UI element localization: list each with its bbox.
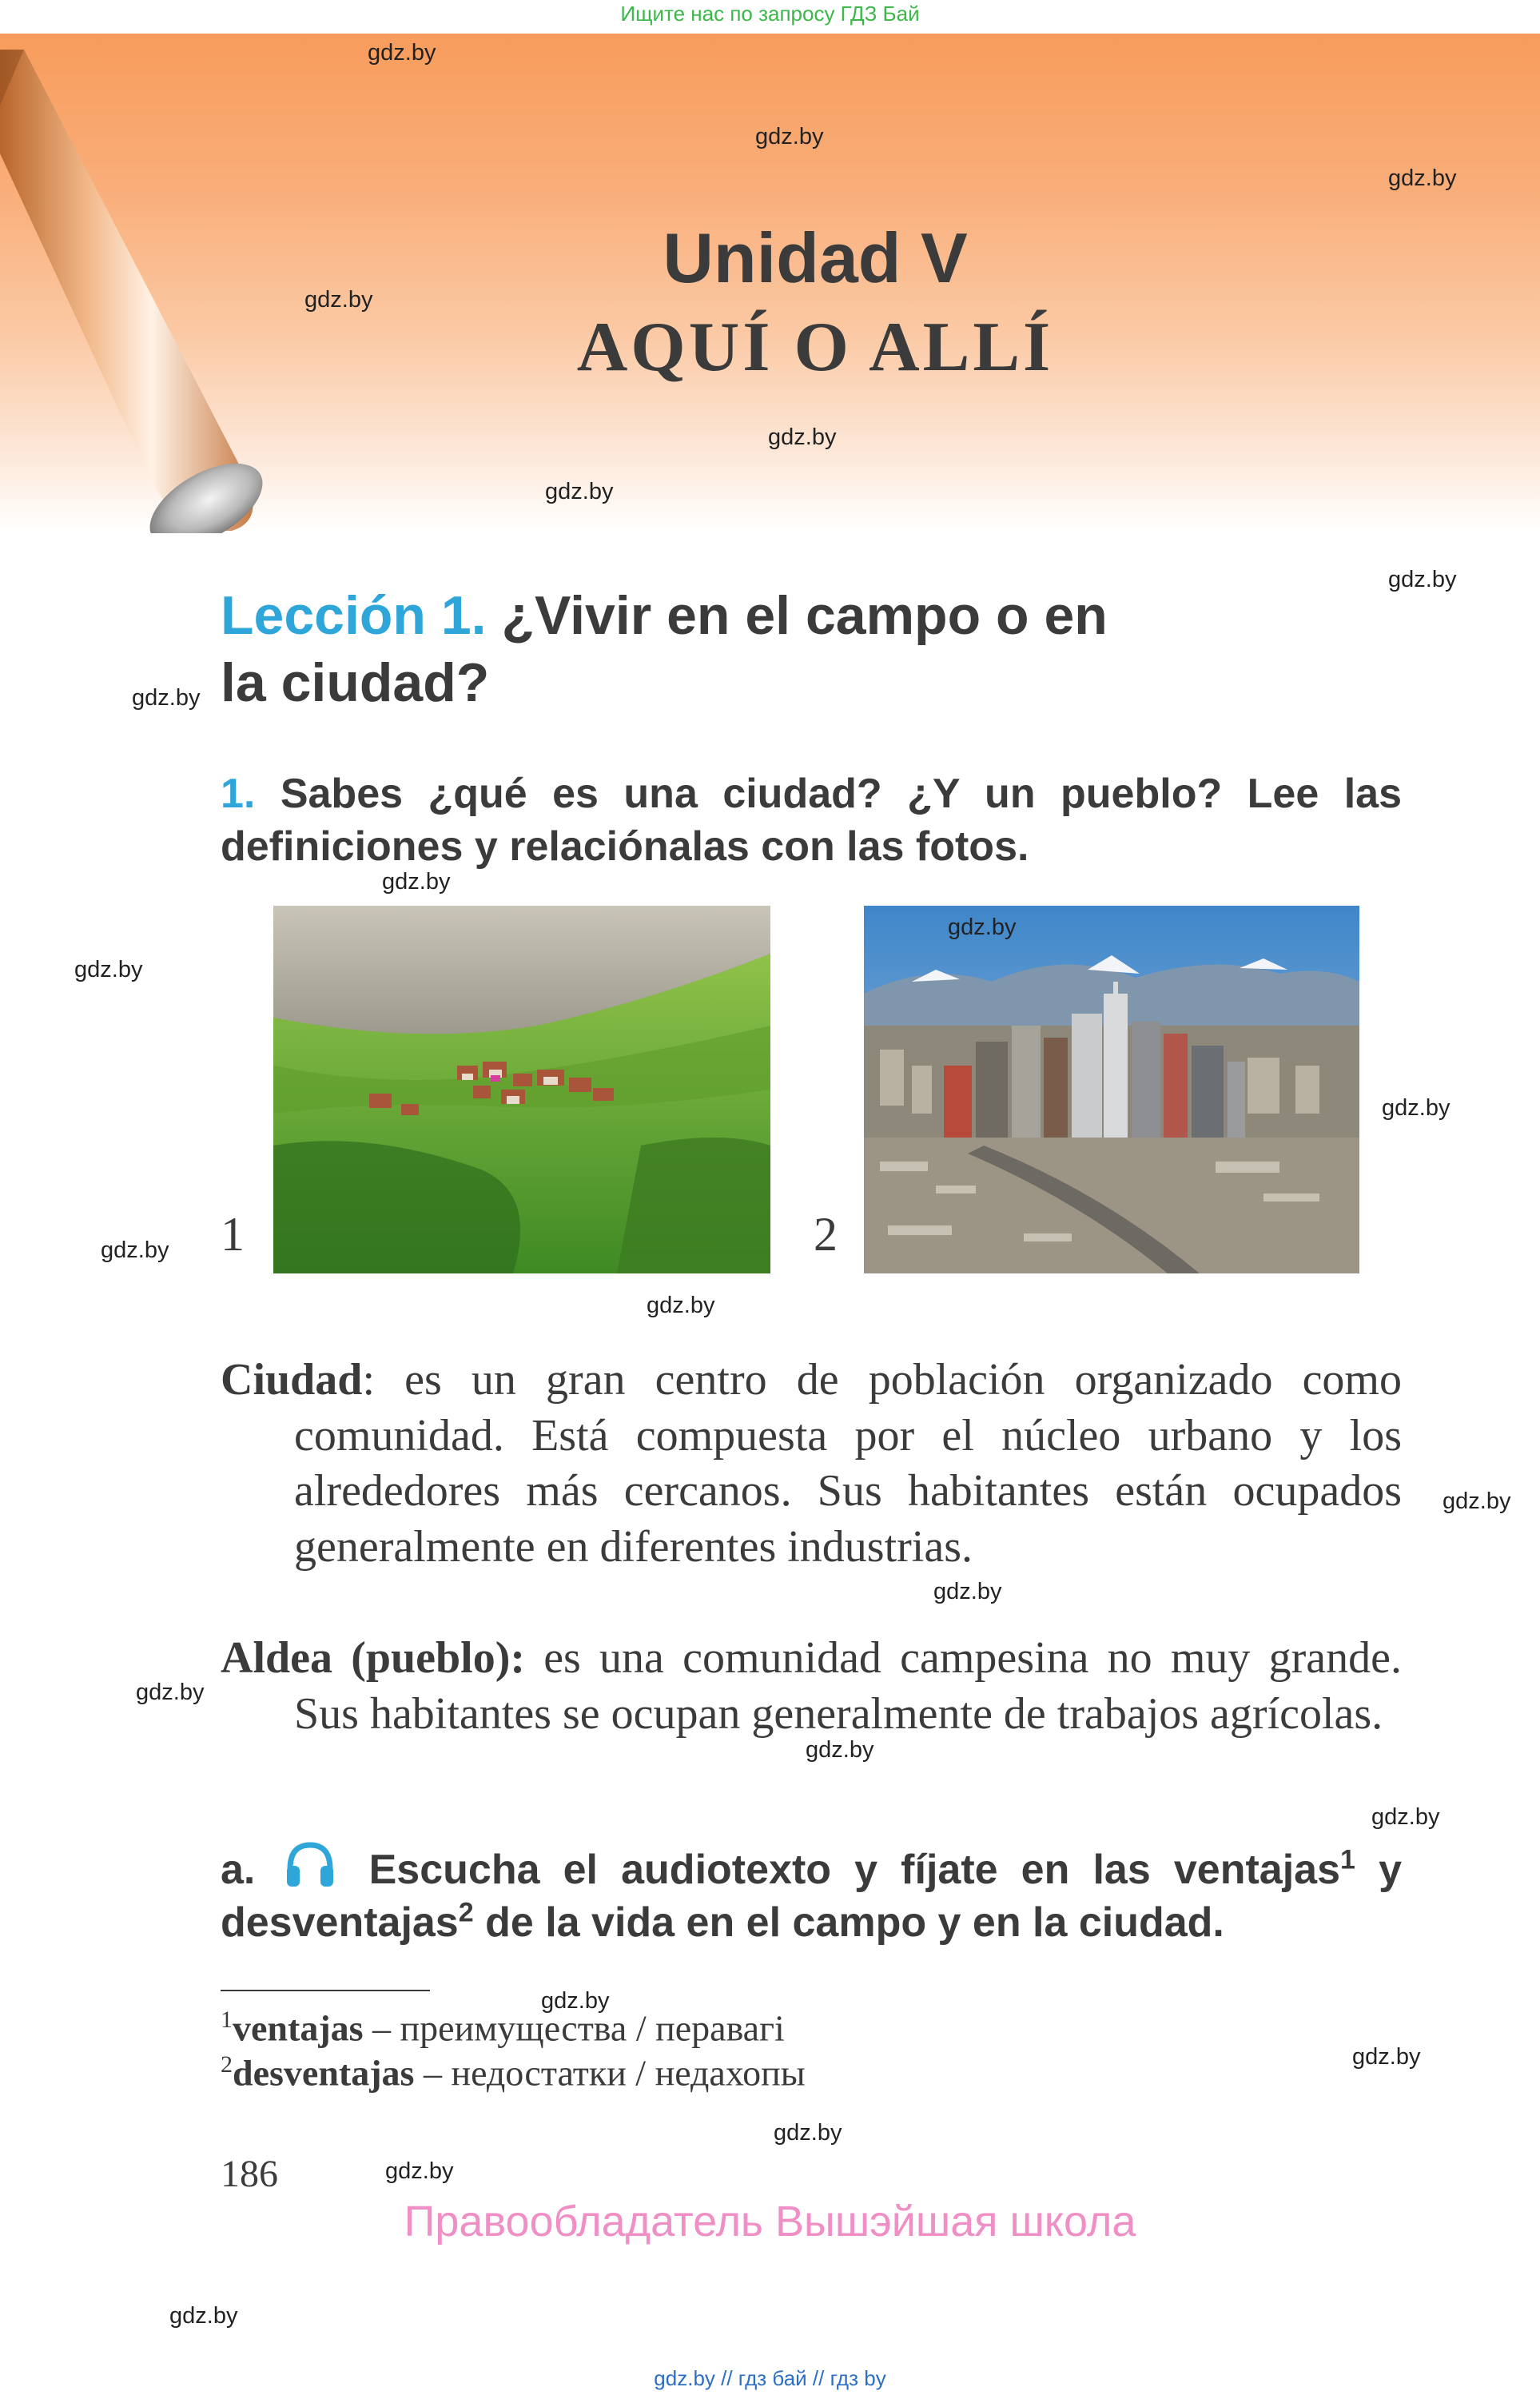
watermark: gdz.by <box>774 2120 842 2146</box>
copyright-notice: Правообладатель Вышэйшая школа <box>404 2198 1136 2246</box>
watermark: gdz.by <box>768 424 837 450</box>
task-1-number: 1. <box>221 771 256 817</box>
lesson-title-line1: ¿Vivir en el campo o en <box>501 585 1108 646</box>
watermark: gdz.by <box>1352 2044 1421 2070</box>
footnote-divider <box>221 1990 430 1991</box>
headphones-icon[interactable] <box>284 1839 336 1891</box>
page-number: 186 <box>221 2153 278 2195</box>
watermark: gdz.by <box>1371 1804 1440 1830</box>
definition-separator: : <box>362 1355 375 1405</box>
watermark: gdz.by <box>368 40 436 66</box>
watermark: gdz.by <box>948 915 1017 940</box>
lesson-title-line2: la ciudad? <box>221 652 490 713</box>
watermark: gdz.by <box>541 1988 610 2014</box>
lesson-title <box>221 582 1283 716</box>
definition-aldea <box>221 1631 1402 1742</box>
watermark: gdz.by <box>382 869 451 895</box>
definition-ciudad <box>221 1353 1402 1575</box>
watermark: gdz.by <box>385 2158 454 2184</box>
watermark: gdz.by <box>806 1737 874 1763</box>
watermark: gdz.by <box>101 1237 169 1263</box>
watermark: gdz.by <box>136 1680 205 1705</box>
page-curl-decoration <box>0 34 304 533</box>
bottom-links[interactable]: gdz.by // гдз бай // гдз by <box>654 2366 886 2390</box>
task-1-text: Sabes ¿qué es una ciudad? ¿Y un pueblo? Lee las definiciones y relaciónalas con las fotos. <box>221 771 1402 870</box>
top-search-link[interactable]: Ищите нас по запросу ГДЗ Бай <box>620 2 920 26</box>
watermark: gdz.by <box>1382 1095 1450 1121</box>
watermark: gdz.by <box>74 957 143 982</box>
lesson-number: Lección 1. <box>221 585 487 646</box>
watermark: gdz.by <box>169 2303 238 2329</box>
village-photo <box>273 906 770 1273</box>
task-1 <box>221 767 1402 873</box>
watermark: gdz.by <box>647 1293 715 1318</box>
watermark: gdz.by <box>933 1579 1002 1604</box>
watermark: gdz.by <box>132 685 201 711</box>
definition-term: Aldea (pueblo): <box>221 1633 525 1683</box>
watermark: gdz.by <box>1443 1488 1511 1514</box>
watermark: gdz.by <box>545 479 614 504</box>
task-a-letter: a. <box>221 1847 256 1893</box>
footnote-1: $^1$ventajas – преимущества / перавагі <box>221 2006 785 2049</box>
watermark: gdz.by <box>304 287 373 313</box>
photo-1-number: 1 <box>221 1208 245 1261</box>
watermark: gdz.by <box>1388 165 1457 191</box>
definition-text: es un gran centro de población organizado como comunidad. Está compuesta por el núcleo urbano y los alrededores más cercanos. Sus habitantes están ocupados generalmente en diferentes industrias. <box>294 1355 1402 1572</box>
definition-term: Ciudad <box>221 1355 363 1405</box>
task-a <box>221 1839 1402 1949</box>
footnote-2: $^2$desventajas – недостатки / недахопы <box>221 2051 806 2094</box>
watermark: gdz.by <box>755 124 824 149</box>
photo-2-number: 2 <box>814 1208 838 1261</box>
task-a-text: Escucha el audiotexto y fíjate en las ventajas$^1$ y desventajas$^2$ de la vida en el campo y en la ciudad. <box>221 1844 1402 1946</box>
watermark: gdz.by <box>1388 567 1457 592</box>
city-photo <box>864 906 1359 1273</box>
unit-subtitle: AQUÍ O ALLÍ <box>576 309 1054 386</box>
definition-text: es una comunidad campesina no muy grande. Sus habitantes se ocupan generalmente de trabajos agrícolas. <box>294 1633 1402 1739</box>
unit-title: Unidad V <box>663 218 968 297</box>
